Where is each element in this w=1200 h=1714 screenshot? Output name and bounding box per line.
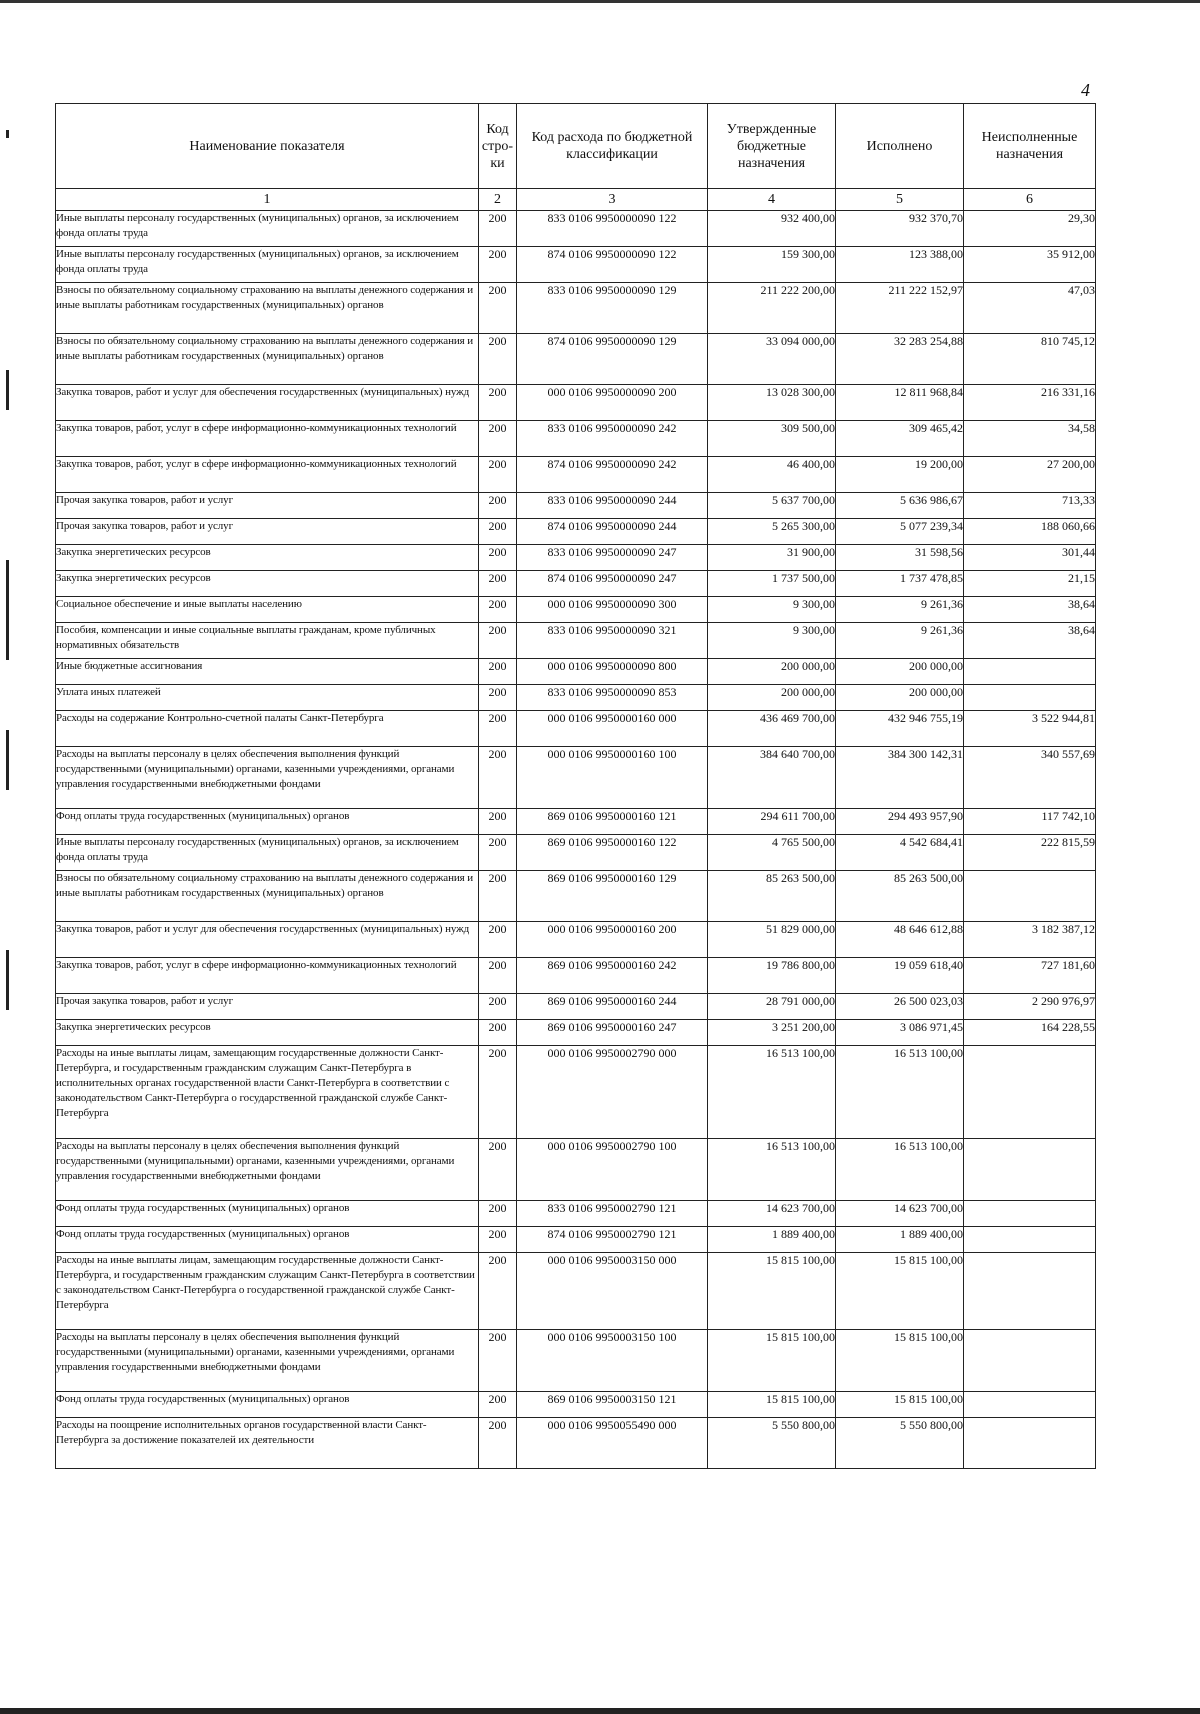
executed-amount: 19 200,00 xyxy=(836,457,964,493)
table-row xyxy=(56,809,1096,835)
unexecuted-amount: 29,30 xyxy=(964,211,1096,247)
executed-amount: 9 261,36 xyxy=(836,597,964,623)
budget-code: 833 0106 9950000090 247 xyxy=(517,545,708,571)
executed-amount: 85 263 500,00 xyxy=(836,871,964,922)
unexecuted-amount: 117 742,10 xyxy=(964,809,1096,835)
table-row xyxy=(56,597,1096,623)
executed-amount: 932 370,70 xyxy=(836,211,964,247)
line-code: 200 xyxy=(479,493,517,519)
unexecuted-amount: 810 745,12 xyxy=(964,334,1096,385)
indicator-name: Расходы на иные выплаты лицам, замещающим государственные должности Санкт-Петербурга, и государственным гражданским служащим Санкт-Петербурга в исполнительных органах государственной власти Санкт-Петербурга в соответствии с законодательством Санкт-Петербурга о государственной гражданской службе Санкт-Петербурга xyxy=(56,1046,479,1139)
table-row xyxy=(56,958,1096,994)
executed-amount: 12 811 968,84 xyxy=(836,385,964,421)
column-number: 4 xyxy=(708,189,836,211)
line-code: 200 xyxy=(479,747,517,809)
budget-code: 869 0106 9950000160 242 xyxy=(517,958,708,994)
table-row xyxy=(56,994,1096,1020)
line-code: 200 xyxy=(479,958,517,994)
approved-amount: 932 400,00 xyxy=(708,211,836,247)
indicator-name: Закупка энергетических ресурсов xyxy=(56,1020,479,1046)
approved-amount: 85 263 500,00 xyxy=(708,871,836,922)
table-row xyxy=(56,1253,1096,1330)
budget-code: 000 0106 9950000090 200 xyxy=(517,385,708,421)
executed-amount: 3 086 971,45 xyxy=(836,1020,964,1046)
table-row xyxy=(56,711,1096,747)
column-number: 6 xyxy=(964,189,1096,211)
executed-amount: 294 493 957,90 xyxy=(836,809,964,835)
table-row xyxy=(56,493,1096,519)
unexecuted-amount: 727 181,60 xyxy=(964,958,1096,994)
approved-amount: 16 513 100,00 xyxy=(708,1046,836,1139)
indicator-name: Расходы на выплаты персоналу в целях обеспечения выполнения функций государственными (муниципальными) органами, казенными учреждениями, органами управления государственными внебюджетными фондами xyxy=(56,1330,479,1392)
indicator-name: Взносы по обязательному социальному страхованию на выплаты денежного содержания и иные выплаты работникам государственных (муниципальных) органов xyxy=(56,283,479,334)
table-row xyxy=(56,421,1096,457)
line-code: 200 xyxy=(479,871,517,922)
budget-execution-table xyxy=(55,103,1096,1469)
table-body xyxy=(56,211,1096,1469)
line-code: 200 xyxy=(479,623,517,659)
approved-amount: 211 222 200,00 xyxy=(708,283,836,334)
unexecuted-amount xyxy=(964,1046,1096,1139)
executed-amount: 1 889 400,00 xyxy=(836,1227,964,1253)
scan-edge-mark xyxy=(6,730,9,790)
approved-amount: 13 028 300,00 xyxy=(708,385,836,421)
indicator-name: Расходы на содержание Контрольно-счетной палаты Санкт-Петербурга xyxy=(56,711,479,747)
budget-code: 833 0106 9950000090 129 xyxy=(517,283,708,334)
budget-code: 833 0106 9950000090 321 xyxy=(517,623,708,659)
indicator-name: Фонд оплаты труда государственных (муниципальных) органов xyxy=(56,1392,479,1418)
line-code: 200 xyxy=(479,519,517,545)
executed-amount: 384 300 142,31 xyxy=(836,747,964,809)
approved-amount: 9 300,00 xyxy=(708,597,836,623)
unexecuted-amount: 222 815,59 xyxy=(964,835,1096,871)
column-number-row xyxy=(56,189,1096,211)
budget-code: 869 0106 9950000160 247 xyxy=(517,1020,708,1046)
table-row xyxy=(56,545,1096,571)
indicator-name: Взносы по обязательному социальному страхованию на выплаты денежного содержания и иные выплаты работникам государственных (муниципальных) органов xyxy=(56,334,479,385)
line-code: 200 xyxy=(479,1253,517,1330)
table-row xyxy=(56,922,1096,958)
indicator-name: Прочая закупка товаров, работ и услуг xyxy=(56,994,479,1020)
line-code: 200 xyxy=(479,711,517,747)
indicator-name: Прочая закупка товаров, работ и услуг xyxy=(56,519,479,545)
budget-code: 874 0106 9950000090 122 xyxy=(517,247,708,283)
budget-code: 869 0106 9950000160 121 xyxy=(517,809,708,835)
approved-amount: 31 900,00 xyxy=(708,545,836,571)
line-code: 200 xyxy=(479,597,517,623)
table-row xyxy=(56,1392,1096,1418)
unexecuted-amount xyxy=(964,1227,1096,1253)
table-row xyxy=(56,1227,1096,1253)
approved-amount: 46 400,00 xyxy=(708,457,836,493)
table-row xyxy=(56,519,1096,545)
budget-code: 874 0106 9950002790 121 xyxy=(517,1227,708,1253)
approved-amount: 4 765 500,00 xyxy=(708,835,836,871)
page-number: 4 xyxy=(1081,80,1090,100)
budget-code: 000 0106 9950003150 000 xyxy=(517,1253,708,1330)
indicator-name: Прочая закупка товаров, работ и услуг xyxy=(56,493,479,519)
line-code: 200 xyxy=(479,283,517,334)
executed-amount: 14 623 700,00 xyxy=(836,1201,964,1227)
approved-amount: 200 000,00 xyxy=(708,685,836,711)
approved-amount: 436 469 700,00 xyxy=(708,711,836,747)
budget-code: 874 0106 9950000090 129 xyxy=(517,334,708,385)
indicator-name: Расходы на выплаты персоналу в целях обеспечения выполнения функций государственными (муниципальными) органами, казенными учреждениями, органами управления государственными внебюджетными фондами xyxy=(56,1139,479,1201)
line-code: 200 xyxy=(479,809,517,835)
approved-amount: 33 094 000,00 xyxy=(708,334,836,385)
approved-amount: 14 623 700,00 xyxy=(708,1201,836,1227)
line-code: 200 xyxy=(479,334,517,385)
line-code: 200 xyxy=(479,421,517,457)
line-code: 200 xyxy=(479,1201,517,1227)
budget-code: 869 0106 9950000160 244 xyxy=(517,994,708,1020)
budget-code: 000 0106 9950000160 100 xyxy=(517,747,708,809)
executed-amount: 1 737 478,85 xyxy=(836,571,964,597)
indicator-name: Иные выплаты персоналу государственных (муниципальных) органов, за исключением фонда оплаты труда xyxy=(56,835,479,871)
unexecuted-amount: 301,44 xyxy=(964,545,1096,571)
budget-code: 874 0106 9950000090 242 xyxy=(517,457,708,493)
table-row xyxy=(56,623,1096,659)
budget-code: 000 0106 9950003150 100 xyxy=(517,1330,708,1392)
executed-amount: 16 513 100,00 xyxy=(836,1046,964,1139)
unexecuted-amount: 216 331,16 xyxy=(964,385,1096,421)
budget-code: 000 0106 9950002790 000 xyxy=(517,1046,708,1139)
approved-amount: 1 889 400,00 xyxy=(708,1227,836,1253)
column-number: 5 xyxy=(836,189,964,211)
table-row xyxy=(56,247,1096,283)
table-row xyxy=(56,1418,1096,1469)
table-row xyxy=(56,334,1096,385)
approved-amount: 16 513 100,00 xyxy=(708,1139,836,1201)
executed-amount: 432 946 755,19 xyxy=(836,711,964,747)
indicator-name: Закупка товаров, работ, услуг в сфере информационно-коммуникационных технологий xyxy=(56,958,479,994)
executed-amount: 5 636 986,67 xyxy=(836,493,964,519)
scan-top-border xyxy=(0,0,1200,3)
indicator-name: Закупка энергетических ресурсов xyxy=(56,571,479,597)
table-row xyxy=(56,1139,1096,1201)
indicator-name: Уплата иных платежей xyxy=(56,685,479,711)
table-row xyxy=(56,871,1096,922)
table-row xyxy=(56,747,1096,809)
unexecuted-amount: 34,58 xyxy=(964,421,1096,457)
unexecuted-amount: 713,33 xyxy=(964,493,1096,519)
scan-edge-mark xyxy=(6,370,9,410)
approved-amount: 15 815 100,00 xyxy=(708,1392,836,1418)
executed-amount: 9 261,36 xyxy=(836,623,964,659)
indicator-name: Взносы по обязательному социальному страхованию на выплаты денежного содержания и иные выплаты работникам государственных (муниципальных) органов xyxy=(56,871,479,922)
approved-amount: 200 000,00 xyxy=(708,659,836,685)
table-row xyxy=(56,1046,1096,1139)
line-code: 200 xyxy=(479,571,517,597)
budget-code: 874 0106 9950000090 247 xyxy=(517,571,708,597)
approved-amount: 5 637 700,00 xyxy=(708,493,836,519)
budget-code: 833 0106 9950000090 122 xyxy=(517,211,708,247)
executed-amount: 15 815 100,00 xyxy=(836,1392,964,1418)
scan-edge-mark xyxy=(6,130,9,138)
line-code: 200 xyxy=(479,1227,517,1253)
line-code: 200 xyxy=(479,385,517,421)
approved-amount: 51 829 000,00 xyxy=(708,922,836,958)
approved-amount: 309 500,00 xyxy=(708,421,836,457)
unexecuted-amount: 340 557,69 xyxy=(964,747,1096,809)
approved-amount: 9 300,00 xyxy=(708,623,836,659)
line-code: 200 xyxy=(479,1139,517,1201)
indicator-name: Закупка товаров, работ и услуг для обеспечения государственных (муниципальных) нужд xyxy=(56,922,479,958)
table-row xyxy=(56,385,1096,421)
unexecuted-amount: 47,03 xyxy=(964,283,1096,334)
executed-amount: 48 646 612,88 xyxy=(836,922,964,958)
column-number: 3 xyxy=(517,189,708,211)
unexecuted-amount xyxy=(964,659,1096,685)
budget-code: 869 0106 9950000160 129 xyxy=(517,871,708,922)
executed-amount: 5 077 239,34 xyxy=(836,519,964,545)
table-header-row xyxy=(56,104,1096,189)
unexecuted-amount xyxy=(964,1201,1096,1227)
indicator-name: Расходы на иные выплаты лицам, замещающим государственные должности Санкт-Петербурга, и государственным гражданским служащим Санкт-Петербурга в соответствии с законодательством Санкт-Петербурга о государственной гражданской службе Санкт-Петербурга xyxy=(56,1253,479,1330)
table-row xyxy=(56,571,1096,597)
executed-amount: 200 000,00 xyxy=(836,659,964,685)
line-code: 200 xyxy=(479,545,517,571)
approved-amount: 294 611 700,00 xyxy=(708,809,836,835)
table-row xyxy=(56,685,1096,711)
indicator-name: Закупка товаров, работ и услуг для обеспечения государственных (муниципальных) нужд xyxy=(56,385,479,421)
unexecuted-amount: 21,15 xyxy=(964,571,1096,597)
indicator-name: Фонд оплаты труда государственных (муниципальных) органов xyxy=(56,1227,479,1253)
approved-amount: 5 265 300,00 xyxy=(708,519,836,545)
approved-amount: 384 640 700,00 xyxy=(708,747,836,809)
executed-amount: 32 283 254,88 xyxy=(836,334,964,385)
line-code: 200 xyxy=(479,994,517,1020)
unexecuted-amount: 2 290 976,97 xyxy=(964,994,1096,1020)
budget-code: 869 0106 9950000160 122 xyxy=(517,835,708,871)
table-row xyxy=(56,659,1096,685)
approved-amount: 3 251 200,00 xyxy=(708,1020,836,1046)
approved-amount: 159 300,00 xyxy=(708,247,836,283)
line-code: 200 xyxy=(479,247,517,283)
line-code: 200 xyxy=(479,835,517,871)
line-code: 200 xyxy=(479,922,517,958)
budget-code: 833 0106 9950000090 244 xyxy=(517,493,708,519)
approved-amount: 15 815 100,00 xyxy=(708,1253,836,1330)
table-row xyxy=(56,1201,1096,1227)
indicator-name: Иные выплаты персоналу государственных (муниципальных) органов, за исключением фонда оплаты труда xyxy=(56,247,479,283)
header-unexecuted: Неисполненные назначения xyxy=(964,104,1096,189)
indicator-name: Расходы на выплаты персоналу в целях обеспечения выполнения функций государственными (муниципальными) органами, казенными учреждениями, органами управления государственными внебюджетными фондами xyxy=(56,747,479,809)
column-number: 1 xyxy=(56,189,479,211)
budget-code: 869 0106 9950003150 121 xyxy=(517,1392,708,1418)
line-code: 200 xyxy=(479,1330,517,1392)
indicator-name: Закупка энергетических ресурсов xyxy=(56,545,479,571)
executed-amount: 16 513 100,00 xyxy=(836,1139,964,1201)
executed-amount: 15 815 100,00 xyxy=(836,1330,964,1392)
line-code: 200 xyxy=(479,211,517,247)
table-row xyxy=(56,835,1096,871)
executed-amount: 123 388,00 xyxy=(836,247,964,283)
line-code: 200 xyxy=(479,685,517,711)
unexecuted-amount: 3 522 944,81 xyxy=(964,711,1096,747)
budget-code: 874 0106 9950000090 244 xyxy=(517,519,708,545)
header-approved: Утвержденные бюджетные назначения xyxy=(708,104,836,189)
table-row xyxy=(56,1330,1096,1392)
line-code: 200 xyxy=(479,659,517,685)
unexecuted-amount: 3 182 387,12 xyxy=(964,922,1096,958)
budget-code: 833 0106 9950000090 853 xyxy=(517,685,708,711)
header-budget-code: Код расхода по бюджетной классификации xyxy=(517,104,708,189)
unexecuted-amount xyxy=(964,1392,1096,1418)
header-name: Наименование показателя xyxy=(56,104,479,189)
line-code: 200 xyxy=(479,1020,517,1046)
scan-edge-mark xyxy=(6,950,9,1010)
approved-amount: 28 791 000,00 xyxy=(708,994,836,1020)
scan-bottom-border xyxy=(0,1708,1200,1714)
executed-amount: 19 059 618,40 xyxy=(836,958,964,994)
unexecuted-amount: 38,64 xyxy=(964,597,1096,623)
indicator-name: Фонд оплаты труда государственных (муниципальных) органов xyxy=(56,1201,479,1227)
header-line-code: Код стро-ки xyxy=(479,104,517,189)
executed-amount: 31 598,56 xyxy=(836,545,964,571)
executed-amount: 5 550 800,00 xyxy=(836,1418,964,1469)
executed-amount: 26 500 023,03 xyxy=(836,994,964,1020)
table-row xyxy=(56,457,1096,493)
budget-code: 000 0106 9950002790 100 xyxy=(517,1139,708,1201)
table-row xyxy=(56,1020,1096,1046)
unexecuted-amount xyxy=(964,685,1096,711)
line-code: 200 xyxy=(479,1046,517,1139)
budget-code: 000 0106 9950055490 000 xyxy=(517,1418,708,1469)
line-code: 200 xyxy=(479,457,517,493)
executed-amount: 200 000,00 xyxy=(836,685,964,711)
budget-code: 833 0106 9950002790 121 xyxy=(517,1201,708,1227)
unexecuted-amount xyxy=(964,1330,1096,1392)
unexecuted-amount xyxy=(964,1253,1096,1330)
indicator-name: Фонд оплаты труда государственных (муниципальных) органов xyxy=(56,809,479,835)
indicator-name: Закупка товаров, работ, услуг в сфере информационно-коммуникационных технологий xyxy=(56,457,479,493)
approved-amount: 1 737 500,00 xyxy=(708,571,836,597)
column-number: 2 xyxy=(479,189,517,211)
indicator-name: Иные выплаты персоналу государственных (муниципальных) органов, за исключением фонда оплаты труда xyxy=(56,211,479,247)
unexecuted-amount: 164 228,55 xyxy=(964,1020,1096,1046)
line-code: 200 xyxy=(479,1418,517,1469)
executed-amount: 309 465,42 xyxy=(836,421,964,457)
budget-code: 833 0106 9950000090 242 xyxy=(517,421,708,457)
executed-amount: 4 542 684,41 xyxy=(836,835,964,871)
scan-edge-mark xyxy=(6,560,9,660)
budget-code: 000 0106 9950000090 300 xyxy=(517,597,708,623)
unexecuted-amount: 27 200,00 xyxy=(964,457,1096,493)
header-executed: Исполнено xyxy=(836,104,964,189)
unexecuted-amount xyxy=(964,1418,1096,1469)
line-code: 200 xyxy=(479,1392,517,1418)
budget-code: 000 0106 9950000160 000 xyxy=(517,711,708,747)
executed-amount: 211 222 152,97 xyxy=(836,283,964,334)
unexecuted-amount: 188 060,66 xyxy=(964,519,1096,545)
executed-amount: 15 815 100,00 xyxy=(836,1253,964,1330)
indicator-name: Расходы на поощрение исполнительных органов государственной власти Санкт-Петербурга за достижение показателей их деятельности xyxy=(56,1418,479,1469)
indicator-name: Иные бюджетные ассигнования xyxy=(56,659,479,685)
budget-code: 000 0106 9950000090 800 xyxy=(517,659,708,685)
approved-amount: 19 786 800,00 xyxy=(708,958,836,994)
approved-amount: 15 815 100,00 xyxy=(708,1330,836,1392)
unexecuted-amount xyxy=(964,1139,1096,1201)
budget-code: 000 0106 9950000160 200 xyxy=(517,922,708,958)
unexecuted-amount: 35 912,00 xyxy=(964,247,1096,283)
indicator-name: Закупка товаров, работ, услуг в сфере информационно-коммуникационных технологий xyxy=(56,421,479,457)
approved-amount: 5 550 800,00 xyxy=(708,1418,836,1469)
table-row xyxy=(56,283,1096,334)
indicator-name: Пособия, компенсации и иные социальные выплаты гражданам, кроме публичных нормативных обязательств xyxy=(56,623,479,659)
indicator-name: Социальное обеспечение и иные выплаты населению xyxy=(56,597,479,623)
unexecuted-amount: 38,64 xyxy=(964,623,1096,659)
table-row xyxy=(56,211,1096,247)
unexecuted-amount xyxy=(964,871,1096,922)
